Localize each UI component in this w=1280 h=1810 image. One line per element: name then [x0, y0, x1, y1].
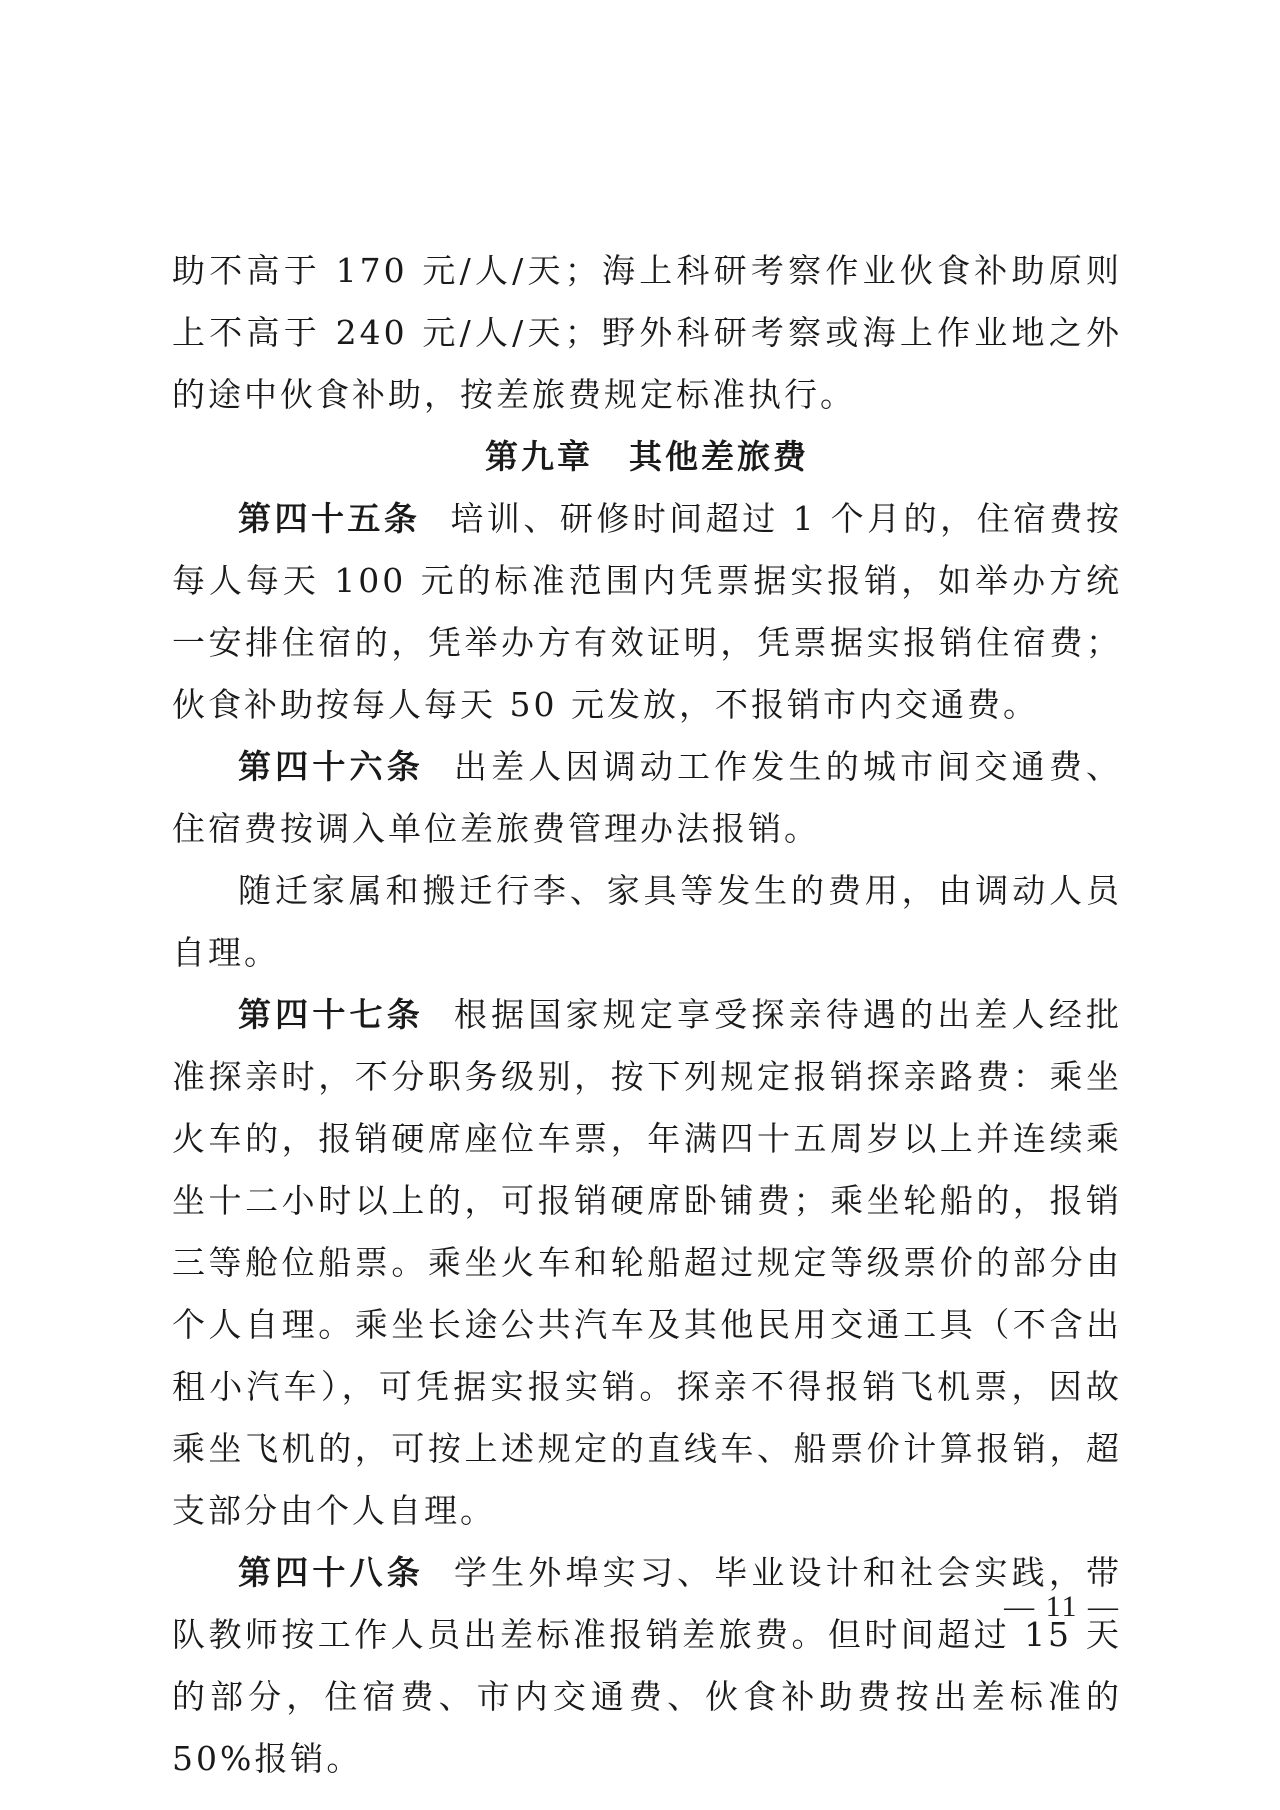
chapter-title: 第九章 其他差旅费 [485, 437, 809, 476]
article-number: 第四十五条 [238, 499, 421, 538]
article-number: 第四十八条 [238, 1553, 424, 1592]
article-number: 第四十七条 [238, 995, 424, 1034]
article-45 [172, 488, 1122, 736]
document-body [172, 240, 1122, 1790]
intro-paragraph: 助不高于 170 元/人/天；海上科研考察作业伙食补助原则上不高于 240 元/人/天；野外科研考察或海上作业地之外的途中伙食补助，按差旅费规定标准执行。 [172, 251, 1122, 414]
article-48 [172, 1542, 1122, 1790]
article-text: 培训、研修时间超过 1 个月的，住宿费按每人每天 100 元的标准范围内凭票据实报销，如举办方统一安排住宿的，凭举办方有效证明，凭票据实报销住宿费；伙食补助按每人每天 50 元发放，不报销市内交通费。 [172, 499, 1123, 724]
article-47 [172, 984, 1122, 1542]
article-text: 学生外埠实习、毕业设计和社会实践，带队教师按工作人员出差标准报销差旅费。但时间超过 15 天的部分，住宿费、市内交通费、伙食补助费按出差标准的 50%报销。 [172, 1553, 1123, 1778]
article-text: 出差人因调动工作发生的城市间交通费、住宿费按调入单位差旅费管理办法报销。 [172, 747, 1123, 848]
article-46 [172, 736, 1122, 860]
article-number: 第四十六条 [238, 747, 424, 786]
extra-paragraph: 随迁家属和搬迁行李、家具等发生的费用，由调动人员自理。 [172, 871, 1122, 972]
article-text: 根据国家规定享受探亲待遇的出差人经批准探亲时，不分职务级别，按下列规定报销探亲路费：乘坐火车的，报销硬席座位车票，年满四十五周岁以上并连续乘坐十二小时以上的，可报销硬席卧铺费；乘坐轮船的，报销三等舱位船票。乘坐火车和轮船超过规定等级票价的部分由个人自理。乘坐长途公共汽车及其他民用交通工具（不含出租小汽车），可凭据实报实销。探亲不得报销飞机票，因故乘坐飞机的，可按上述规定的直线车、船票价计算报销，超支部分由个人自理。 [172, 995, 1123, 1530]
page-number: — 11 — [1004, 1590, 1120, 1623]
